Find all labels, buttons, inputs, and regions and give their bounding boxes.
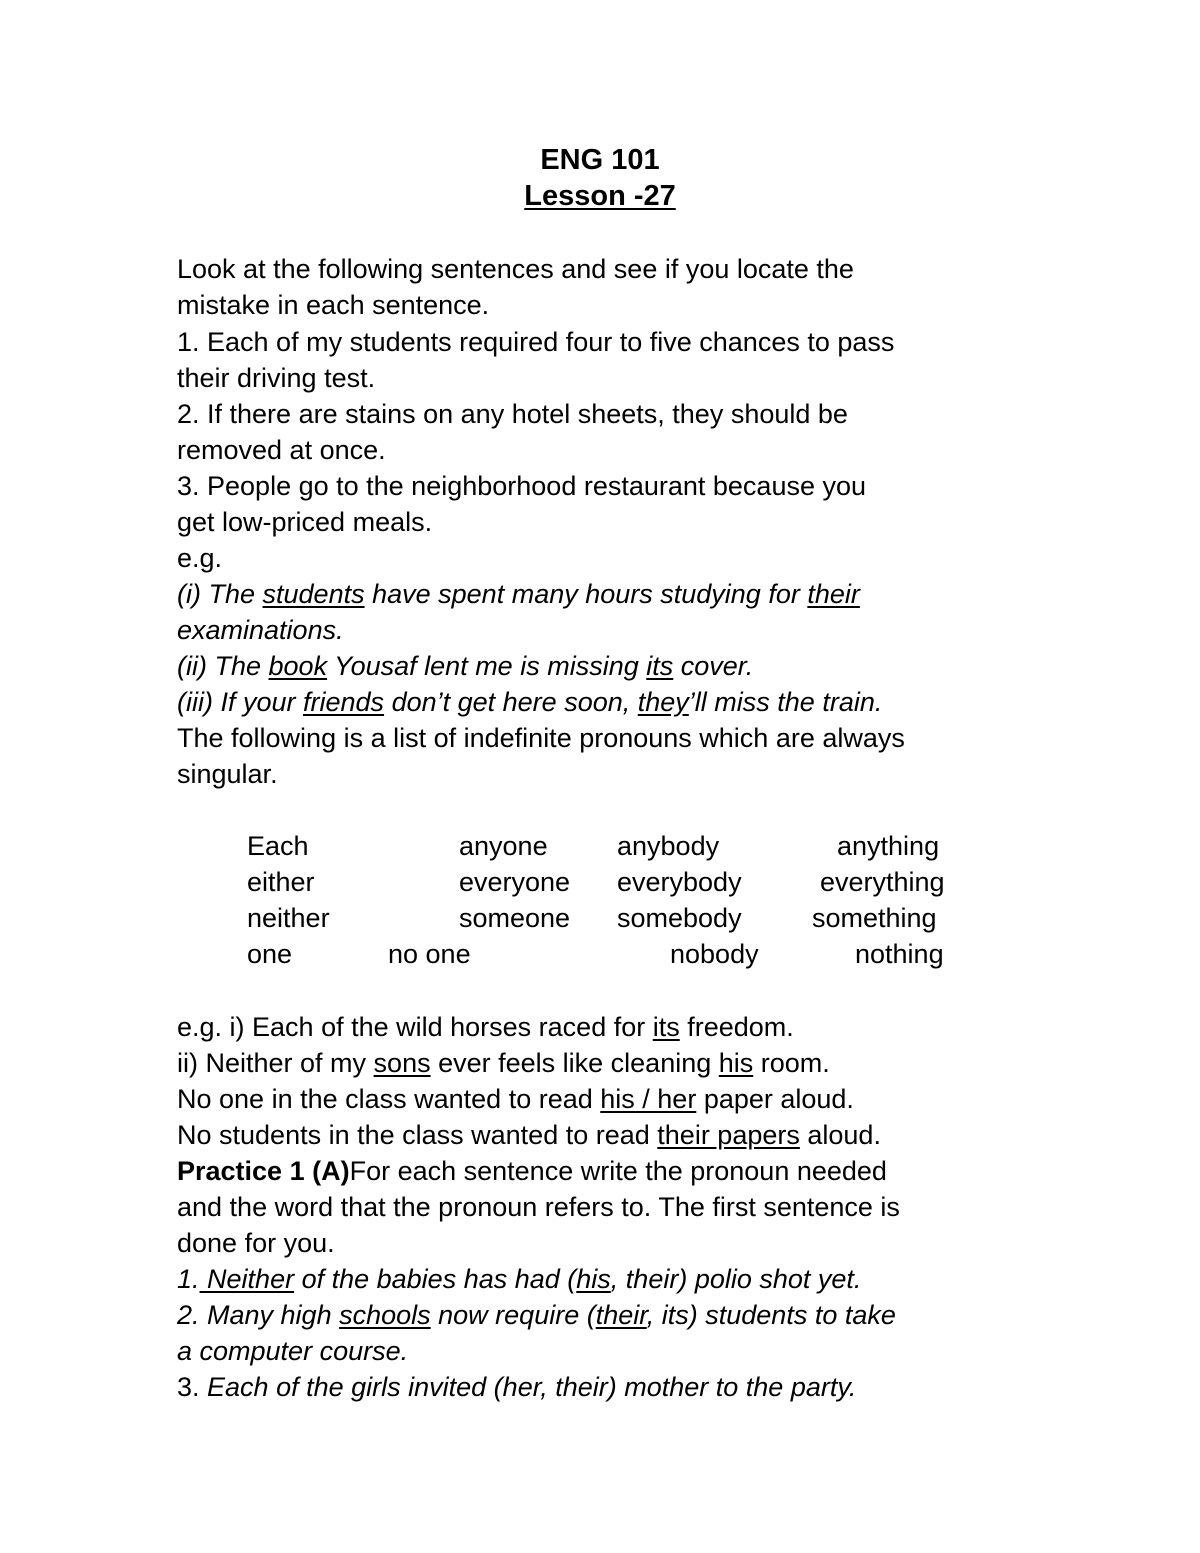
- practice-instructions-cont: done for you.: [177, 1228, 335, 1258]
- practice-heading: Practice 1 (A)For each sentence write the pronoun needed: [177, 1156, 887, 1186]
- course-title: ENG 101: [540, 144, 660, 176]
- pronoun-cell: nobody: [670, 939, 759, 969]
- eg-label: e.g.: [177, 543, 223, 573]
- example-1-cont: examinations.: [177, 615, 344, 645]
- pronoun-cell: anything: [837, 831, 940, 861]
- pronoun-cell: neither: [247, 903, 330, 933]
- pronoun-cell: nothing: [855, 939, 944, 969]
- error-sentence-2-cont: removed at once.: [177, 435, 386, 465]
- pronoun-cell: one: [247, 939, 293, 969]
- practice-question-3: 3. Each of the girls invited (her, their) mother to the party.: [177, 1372, 857, 1402]
- error-sentence-1-cont: their driving test.: [177, 363, 376, 393]
- intro-line: Look at the following sentences and see if you locate the: [177, 254, 854, 284]
- pronoun-cell: anybody: [617, 831, 720, 861]
- pronoun-cell: everything: [820, 867, 945, 897]
- list-intro-cont: singular.: [177, 759, 278, 789]
- pronoun-cell: somebody: [617, 903, 742, 933]
- pronoun-cell: something: [812, 903, 937, 933]
- pronoun-cell: everyone: [459, 867, 571, 897]
- more-example-2: ii) Neither of my sons ever feels like cleaning his room.: [177, 1048, 830, 1078]
- example-3: (iii) If your friends don’t get here soon, they’ll miss the train.: [177, 687, 883, 717]
- pronoun-cell: no one: [388, 939, 471, 969]
- practice-question-2-cont: a computer course.: [177, 1336, 409, 1366]
- pronoun-cell: either: [247, 867, 315, 897]
- practice-question-2: 2. Many high schools now require (their, its) students to take: [177, 1300, 896, 1330]
- example-2: (ii) The book Yousaf lent me is missing its cover.: [177, 651, 754, 681]
- practice-question-1: 1. Neither of the babies has had (his, their) polio shot yet.: [177, 1264, 862, 1294]
- more-example-4: No students in the class wanted to read their papers aloud.: [177, 1120, 881, 1150]
- error-sentence-3-cont: get low-priced meals.: [177, 507, 433, 537]
- error-sentence-1: 1. Each of my students required four to five chances to pass: [177, 327, 895, 357]
- error-sentence-3: 3. People go to the neighborhood restaurant because you: [177, 471, 867, 501]
- pronoun-cell: someone: [459, 903, 571, 933]
- pronoun-cell: anyone: [459, 831, 548, 861]
- list-intro: The following is a list of indefinite pronouns which are always: [177, 723, 905, 753]
- lesson-title: Lesson -27: [524, 180, 676, 212]
- intro-line: mistake in each sentence.: [177, 290, 490, 320]
- error-sentence-2: 2. If there are stains on any hotel sheets, they should be: [177, 399, 848, 429]
- pronoun-cell: everybody: [617, 867, 742, 897]
- pronoun-cell: Each: [247, 831, 309, 861]
- example-1: (i) The students have spent many hours studying for their: [177, 579, 860, 609]
- more-example-1: e.g. i) Each of the wild horses raced for its freedom.: [177, 1012, 794, 1042]
- more-example-3: No one in the class wanted to read his / her paper aloud.: [177, 1084, 854, 1114]
- practice-instructions: and the word that the pronoun refers to. The first sentence is: [177, 1192, 900, 1222]
